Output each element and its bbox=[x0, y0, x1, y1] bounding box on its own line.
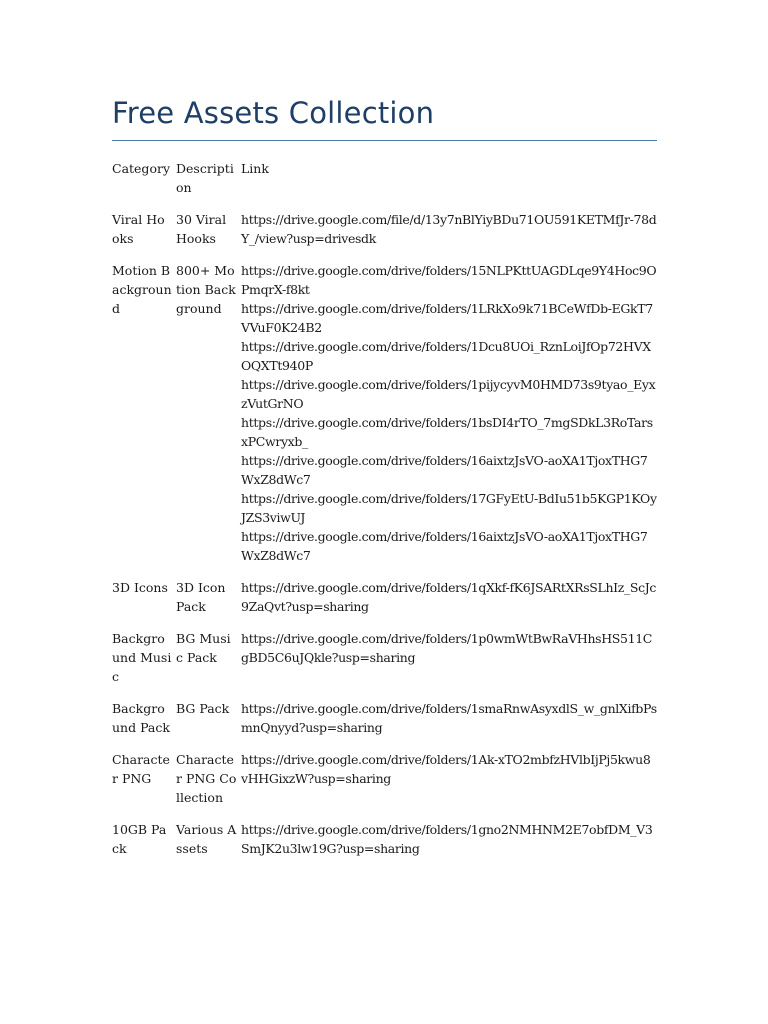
table-row bbox=[112, 210, 657, 261]
drive-link[interactable]: https://drive.google.com/drive/folders/16aixtzJsVO-aoXA1TjoxTHG7WxZ8dWc7 bbox=[241, 529, 648, 563]
header-description: Description bbox=[176, 161, 234, 195]
table-row bbox=[112, 261, 657, 578]
cell-category: Motion Background bbox=[112, 263, 172, 316]
drive-link[interactable]: https://drive.google.com/file/d/13y7nBlYiyBDu71OU591KETMfJr-78dY_/view?usp=drivesdk bbox=[241, 212, 657, 246]
table-body bbox=[112, 210, 657, 871]
cell-description: BG Pack bbox=[176, 701, 230, 716]
table-row bbox=[112, 820, 657, 871]
drive-link[interactable]: https://drive.google.com/drive/folders/1Dcu8UOi_RznLoiJfOp72HVXOQXTt940P bbox=[241, 339, 651, 373]
cell-category: Background Pack bbox=[112, 701, 170, 735]
cell-link bbox=[241, 210, 657, 261]
title-divider bbox=[112, 140, 657, 141]
header-link: Link bbox=[241, 161, 269, 176]
cell-category: Background Music bbox=[112, 631, 172, 684]
cell-description: Character PNG Collection bbox=[176, 752, 237, 805]
drive-link[interactable]: https://drive.google.com/drive/folders/1bsDI4rTO_7mgSDkL3RoTarsxPCwryxb_ bbox=[241, 415, 653, 449]
cell-link bbox=[241, 578, 657, 629]
cell-description: 800+ Motion Background bbox=[176, 263, 236, 316]
table-row bbox=[112, 699, 657, 750]
cell-category: Character PNG bbox=[112, 752, 170, 786]
table-header-row bbox=[112, 159, 657, 210]
drive-link[interactable]: https://drive.google.com/drive/folders/15NLPKttUAGDLqe9Y4Hoc9OPmqrX-f8kt bbox=[241, 263, 657, 297]
drive-link[interactable]: https://drive.google.com/drive/folders/1LRkXo9k71BCeWfDb-EGkT7VVuF0K24B2 bbox=[241, 301, 653, 335]
cell-description: 30 Viral Hooks bbox=[176, 212, 227, 246]
drive-link[interactable]: https://drive.google.com/drive/folders/1smaRnwAsyxdlS_w_gnlXifbPsmnQnyyd?usp=sharing bbox=[241, 701, 657, 735]
table-row bbox=[112, 750, 657, 820]
drive-link[interactable]: https://drive.google.com/drive/folders/1qXkf-fK6JSARtXRsSLhIz_ScJc9ZaQvt?usp=sharing bbox=[241, 580, 657, 614]
cell-category: 3D Icons bbox=[112, 580, 168, 595]
drive-link[interactable]: https://drive.google.com/drive/folders/1pijycyvM0HMD73s9tyao_EyxzVutGrNO bbox=[241, 377, 656, 411]
drive-link[interactable]: https://drive.google.com/drive/folders/16aixtzJsVO-aoXA1TjoxTHG7WxZ8dWc7 bbox=[241, 453, 648, 487]
cell-link bbox=[241, 261, 657, 578]
cell-link bbox=[241, 699, 657, 750]
assets-table bbox=[112, 159, 657, 871]
table-row bbox=[112, 629, 657, 699]
drive-link[interactable]: https://drive.google.com/drive/folders/1p0wmWtBwRaVHhsHS511CgBD5C6uJQkle?usp=sharing bbox=[241, 631, 653, 665]
cell-description: Various Assets bbox=[176, 822, 237, 856]
cell-category: 10GB Pack bbox=[112, 822, 167, 856]
cell-link bbox=[241, 629, 657, 699]
document-title: Free Assets Collection bbox=[112, 96, 435, 130]
cell-link bbox=[241, 820, 657, 871]
cell-link bbox=[241, 750, 657, 820]
document-page bbox=[112, 94, 657, 871]
cell-description: 3D Icon Pack bbox=[176, 580, 226, 614]
drive-link[interactable]: https://drive.google.com/drive/folders/1Ak-xTO2mbfzHVlbIjPj5kwu8vHHGixzW?usp=sharing bbox=[241, 752, 651, 786]
header-category: Category bbox=[112, 161, 171, 176]
cell-category: Viral Hooks bbox=[112, 212, 165, 246]
drive-link[interactable]: https://drive.google.com/drive/folders/1gno2NMHNM2E7obfDM_V3SmJK2u3lw19G?usp=sharing bbox=[241, 822, 653, 856]
cell-description: BG Music Pack bbox=[176, 631, 231, 665]
drive-link[interactable]: https://drive.google.com/drive/folders/17GFyEtU-BdIu51b5KGP1KOyJZS3viwUJ bbox=[241, 491, 657, 525]
table-row bbox=[112, 578, 657, 629]
